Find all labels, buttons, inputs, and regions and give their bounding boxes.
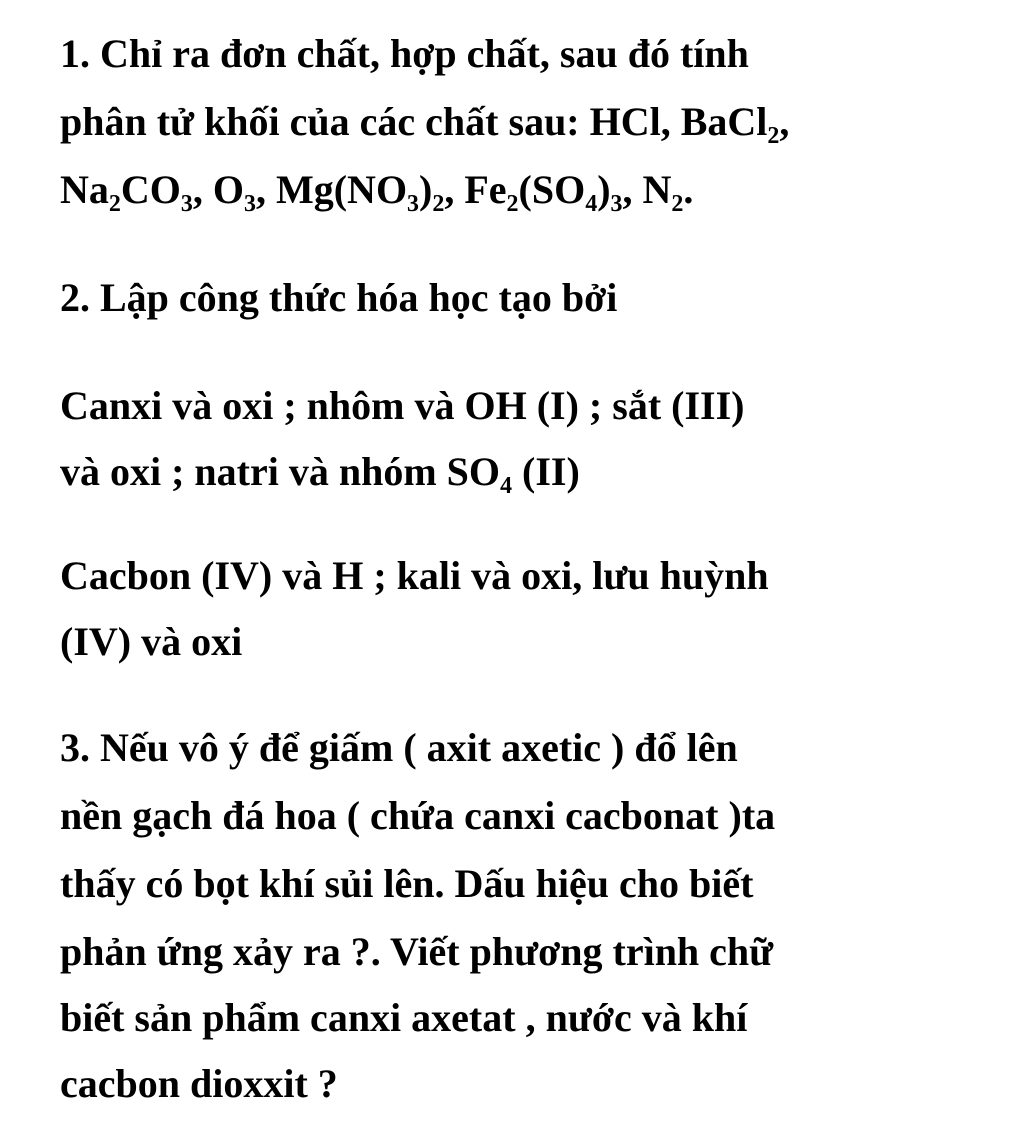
q3-line-5: biết sản phẩm canxi axetat , nước và khí: [60, 995, 748, 1040]
q2-part2-line-1: Cacbon (IV) và H ; kali và oxi, lưu huỳnh: [60, 553, 769, 598]
q2-part1-line-2: và oxi ; natri và nhóm SO₄ (II): [60, 449, 580, 494]
q3-line-1: 3. Nếu vô ý để giấm ( axit axetic ) đổ lên: [60, 725, 738, 770]
q2-part2-line-2: (IV) và oxi: [60, 619, 243, 664]
q3-line-2: nền gạch đá hoa ( chứa canxi cacbonat )ta: [60, 793, 776, 838]
q3-line-3: thấy có bọt khí sủi lên. Dấu hiệu cho biết: [60, 861, 754, 906]
q1-line-2: phân tử khối của các chất sau: HCl, BaCl₂,: [60, 99, 790, 144]
q1-line-1: 1. Chỉ ra đơn chất, hợp chất, sau đó tính: [60, 31, 749, 76]
q2-heading: 2. Lập công thức hóa học tạo bởi: [60, 275, 618, 320]
q1-line-3: Na₂CO₃, O₃, Mg(NO₃)₂, Fe₂(SO₄)₃, N₂.: [60, 167, 694, 212]
q3-line-4: phản ứng xảy ra ?. Viết phương trình chữ: [60, 929, 774, 974]
q3-line-6: cacbon dioxxit ?: [60, 1061, 338, 1106]
q2-part1-line-1: Canxi và oxi ; nhôm và OH (I) ; sắt (III): [60, 383, 745, 428]
